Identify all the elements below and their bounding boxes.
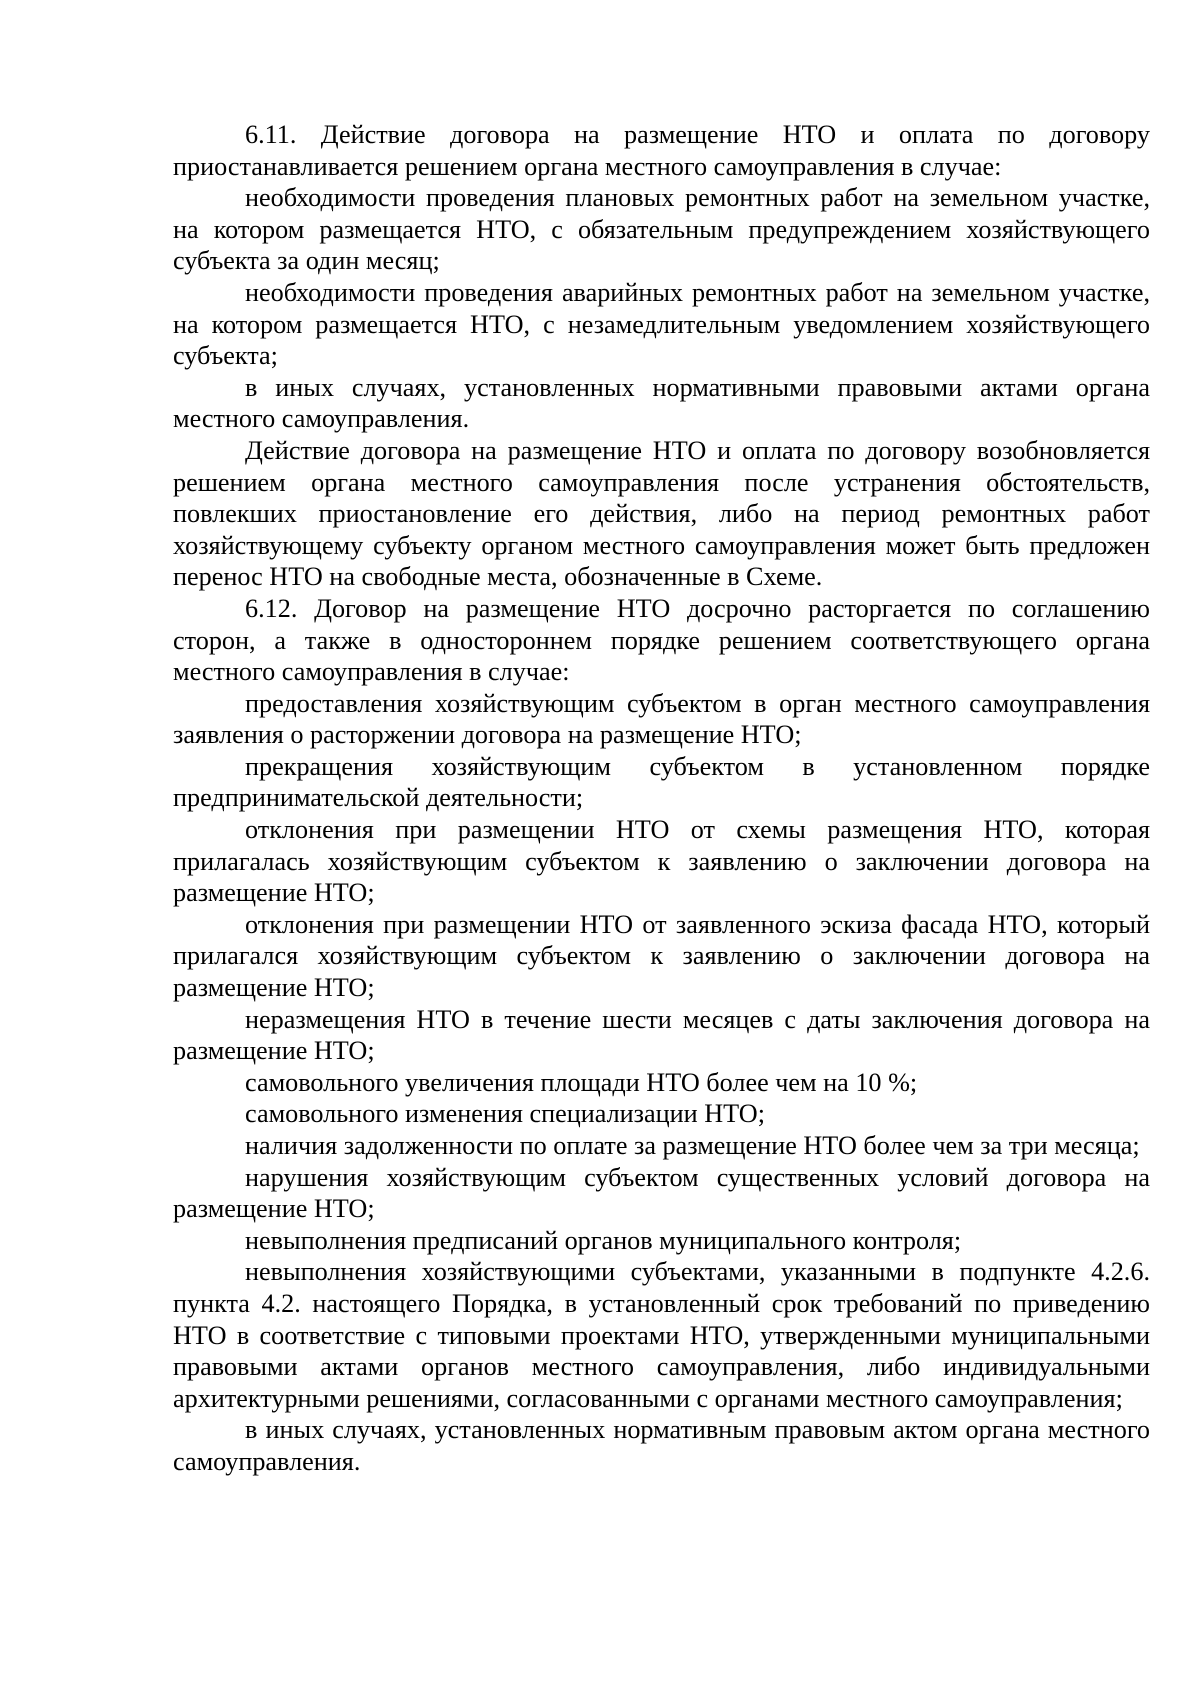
paragraph-emergency-repairs: необходимости проведения аварийных ремонтных работ на земельном участке, на котором размещается НТО, с незамедлительным уведомлением хозяйствующего субъекта; bbox=[173, 277, 1150, 371]
paragraph-scheme-deviation: отклонения при размещении НТО от схемы размещения НТО, которая прилагалась хозяйствующим субъектом к заявлению о заключении договора на размещение НТО; bbox=[173, 815, 1150, 908]
paragraph-payment-debt: наличия задолженности по оплате за размещение НТО более чем за три месяца; bbox=[245, 1131, 1140, 1160]
paragraph-specialization-change: самовольного изменения специализации НТО; bbox=[245, 1099, 765, 1129]
paragraph-6-12: 6.12. Договор на размещение НТО досрочно расторгается по соглашению сторон, а также в одностороннем порядке решением соответствующего органа местного самоуправления в случае: bbox=[173, 593, 1150, 687]
paragraph-other-cases-1: в иных случаях, установленных нормативными правовыми актами органа местного самоуправления. bbox=[173, 372, 1150, 434]
paragraph-typical-projects: невыполнения хозяйствующими субъектами, указанными в подпункте 4.2.6. пункта 4.2. настоящего Порядка, в установленный срок требований по приведению НТО в соответствие с типовыми проектами НТО, утвержденными муниципальными правовыми актами органов местного самоуправления, либо индивидуальными архитектурными решениями, согласованными с органами местного самоуправления; bbox=[173, 1257, 1150, 1413]
paragraph-6-11: 6.11. Действие договора на размещение НТО и оплата по договору приостанавливается решением органа местного самоуправления в случае: bbox=[173, 120, 1150, 181]
document-page bbox=[173, 119, 1150, 1478]
paragraph-facade-deviation: отклонения при размещении НТО от заявленного эскиза фасада НТО, который прилагался хозяйствующим субъектом к заявлению о заключении договора на размещение НТО; bbox=[173, 909, 1150, 1003]
paragraph-planned-repairs: необходимости проведения плановых ремонтных работ на земельном участке, на котором размещается НТО, с обязательным предупреждением хозяйствующего субъекта за один месяц; bbox=[173, 183, 1150, 276]
paragraph-resumption: Действие договора на размещение НТО и оплата по договору возобновляется решением органа местного самоуправления после устранения обстоятельств, повлекших приостановление его действия, либо на период ремонтных работ хозяйствующему субъекту органом местного самоуправления может быть предложен перенос НТО на свободные места, обозначенные в Схеме. bbox=[173, 435, 1150, 592]
paragraph-non-placement: неразмещения НТО в течение шести месяцев с даты заключения договора на размещение НТО; bbox=[173, 1004, 1150, 1066]
paragraph-termination-request: предоставления хозяйствующим субъектом в орган местного самоуправления заявления о расторжении договора на размещение НТО; bbox=[173, 688, 1150, 750]
paragraph-area-increase: самовольного увеличения площади НТО более чем на 10 %; bbox=[245, 1067, 918, 1097]
paragraph-other-cases-2: в иных случаях, установленных нормативным правовым актом органа местного самоуправления. bbox=[173, 1415, 1150, 1476]
paragraph-business-cessation: прекращения хозяйствующим субъектом в установленном порядке предпринимательской деятельности; bbox=[173, 751, 1150, 813]
paragraph-contract-violation: нарушения хозяйствующим субъектом существенных условий договора на размещение НТО; bbox=[173, 1162, 1150, 1224]
paragraph-control-orders: невыполнения предписаний органов муниципального контроля; bbox=[245, 1225, 962, 1255]
